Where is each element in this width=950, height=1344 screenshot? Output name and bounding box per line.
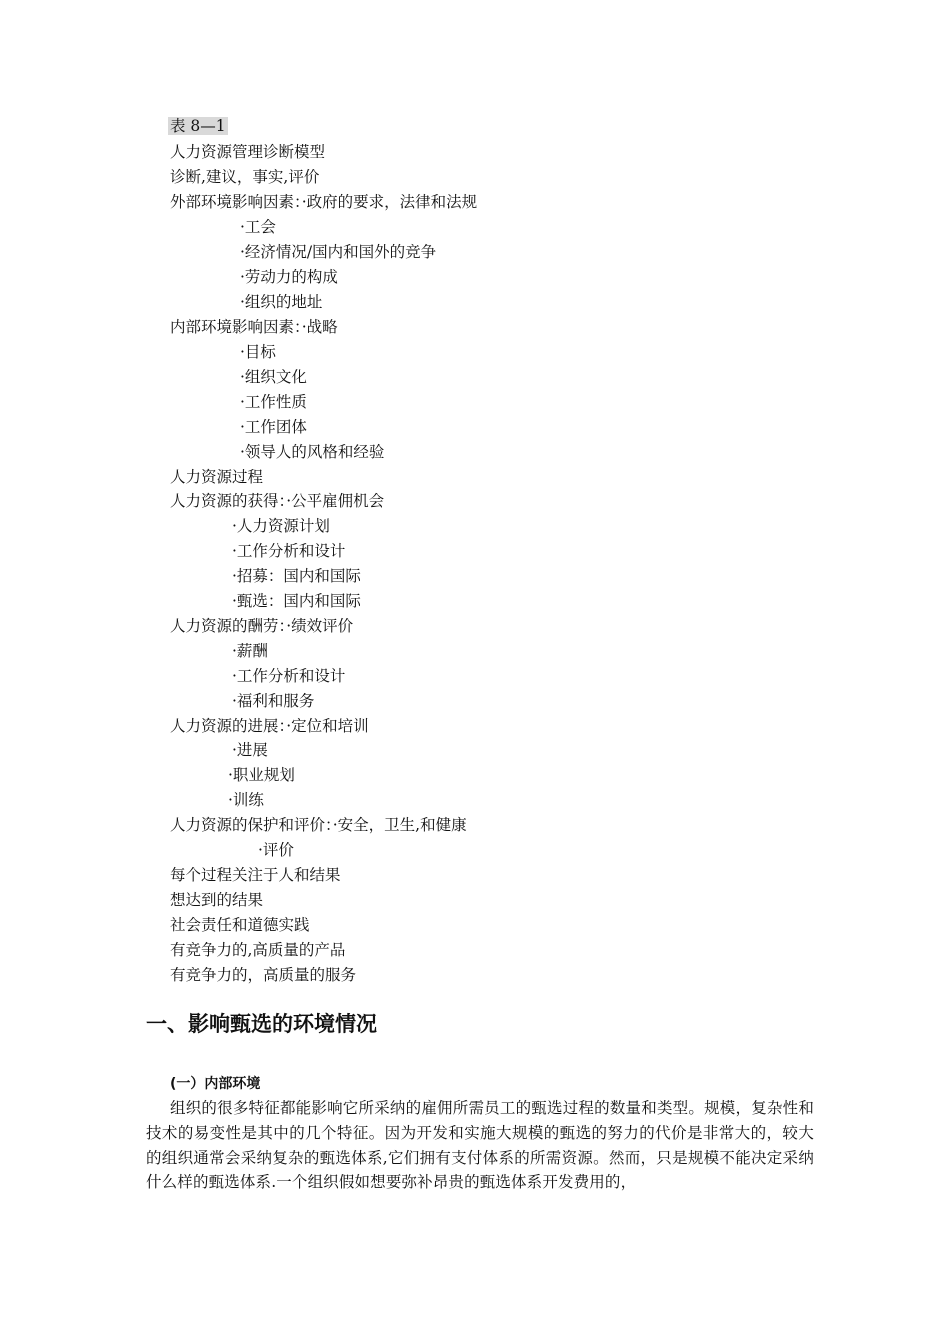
outline-line: ·招募：国内和国际 [232,567,361,585]
outline-line: ·工作分析和设计 [232,667,346,685]
outline-line: ·评价 [258,841,294,859]
outline-line: ·职业规划 [228,766,295,784]
outline-line: ·组织的地址 [240,293,323,311]
outline-line: ·劳动力的构成 [240,268,338,286]
outline-line: 内部环境影响因素：·战略 [170,318,338,336]
outline-line: 有竞争力的，高质量的服务 [170,966,357,984]
section-heading: 一、影响甄选的环境情况 [146,1012,377,1036]
outline-line: 诊断,建议，事实,评价 [170,168,320,186]
subsection-heading: (一）内部环境 [170,1076,261,1092]
outline-line: 有竞争力的,高质量的产品 [170,941,346,959]
outline-line: 人力资源的进展：·定位和培训 [170,717,369,735]
outline-line: ·工作分析和设计 [232,542,346,560]
outline-line: ·福利和服务 [232,692,315,710]
outline-line: ·进展 [232,741,268,759]
outline-line: ·训练 [228,791,264,809]
outline-line: ·组织文化 [240,368,307,386]
outline-line: ·薪酬 [232,642,268,660]
outline-line: ·经济情况/国内和国外的竞争 [240,243,437,261]
outline-line: 每个过程关注于人和结果 [170,866,341,884]
outline-line: 人力资源的酬劳：·绩效评价 [170,617,354,635]
outline-line: 外部环境影响因素：·政府的要求，法律和法规 [170,193,478,211]
outline-line: ·目标 [240,343,276,361]
outline-line: 人力资源管理诊断模型 [170,143,326,161]
outline-line: 想达到的结果 [170,891,264,909]
table-label: 表 8—1 [170,117,226,135]
outline-line: ·工作团体 [240,418,307,436]
outline-line: ·领导人的风格和经验 [240,443,385,461]
outline-line: 人力资源的保护和评价：·安全，卫生,和健康 [170,816,467,834]
outline-line: 社会责任和道德实践 [170,916,310,934]
outline-line: ·工会 [240,218,276,236]
body-paragraph: 组织的很多特征都能影响它所采纳的雇佣所需员工的甄选过程的数量和类型。规模，复杂性和技术的易变性是其中的几个特征。因为开发和实施大规模的甄选的努力的代价是非常大的，较大的组织通常会采纳复杂的甄选体系,它们拥有支付体系的所需资源。然而，只是规模不能决定采纳什么样的甄选体系.一个组织假如想要弥补昂贵的甄选体系开发费用的， [146,1099,814,1192]
outline-line: ·甄选：国内和国际 [232,592,361,610]
outline-line: 人力资源过程 [170,468,264,486]
outline-line: 人力资源的获得：·公平雇佣机会 [170,492,385,510]
outline-line: ·人力资源计划 [232,517,330,535]
outline-line: ·工作性质 [240,393,307,411]
